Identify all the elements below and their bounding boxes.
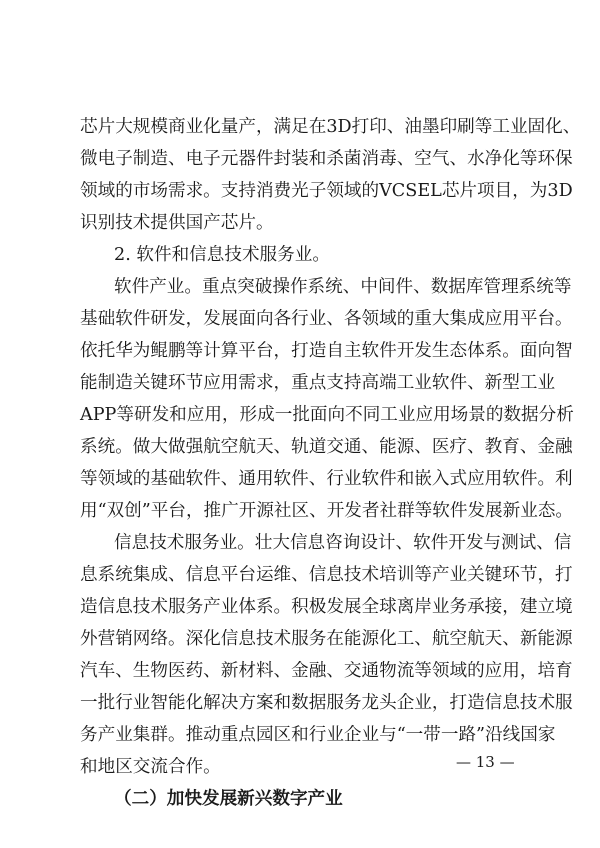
paragraph-line: 息系统集成、信息平台运维、信息技术培训等产业关键环节，打 <box>80 565 573 585</box>
subsection-heading: 2. 软件和信息技术服务业。 <box>114 245 330 265</box>
paragraph-line: 外营销网络。深化信息技术服务在能源化工、航空航天、新能源 <box>80 629 573 649</box>
paragraph-line: 等领域的基础软件、通用软件、行业软件和嵌入式应用软件。利 <box>80 469 573 489</box>
paragraph-line: 识别技术提供国产芯片。 <box>80 213 274 233</box>
paragraph-line: 造信息技术服务产业体系。积极发展全球离岸业务承接，建立境 <box>80 597 573 617</box>
paragraph-line: 领域的市场需求。支持消费光子领域的VCSEL芯片项目，为3D <box>80 181 573 201</box>
paragraph-line: 微电子制造、电子元器件封装和杀菌消毒、空气、水净化等环保 <box>80 149 573 169</box>
paragraph-line: 和地区交流合作。 <box>80 757 221 777</box>
paragraph-line: 能制造关键环节应用需求，重点支持高端工业软件、新型工业 <box>80 373 556 393</box>
paragraph-line: APP等研发和应用，形成一批面向不同工业应用场景的数据分析 <box>80 405 574 425</box>
paragraph-line: 汽车、生物医药、新材料、金融、交通物流等领域的应用，培育 <box>80 661 573 681</box>
paragraph-line: 用“双创”平台，推广开源社区、开发者社群等软件发展新业态。 <box>80 501 574 521</box>
paragraph-line: 软件产业。重点突破操作系统、中间件、数据库管理系统等 <box>114 277 572 297</box>
paragraph-line: 芯片大规模商业化量产，满足在3D打印、油墨印刷等工业固化、 <box>80 117 581 137</box>
paragraph-line: 基础软件研发，发展面向各行业、各领域的重大集成应用平台。 <box>80 309 573 329</box>
section-heading: （二）加快发展新兴数字产业 <box>114 789 343 809</box>
paragraph-line: 依托华为鲲鹏等计算平台，打造自主软件开发生态体系。面向智 <box>80 341 573 361</box>
paragraph-line: 一批行业智能化解决方案和数据服务龙头企业，打造信息技术服 <box>80 693 573 713</box>
paragraph-line: 系统。做大做强航空航天、轨道交通、能源、医疗、教育、金融 <box>80 437 573 457</box>
page-number: — 13 — <box>456 753 515 771</box>
paragraph-line: 务产业集群。推动重点园区和行业企业与“一带一路”沿线国家 <box>80 725 556 745</box>
paragraph-line: 信息技术服务业。壮大信息咨询设计、软件开发与测试、信 <box>114 533 572 553</box>
